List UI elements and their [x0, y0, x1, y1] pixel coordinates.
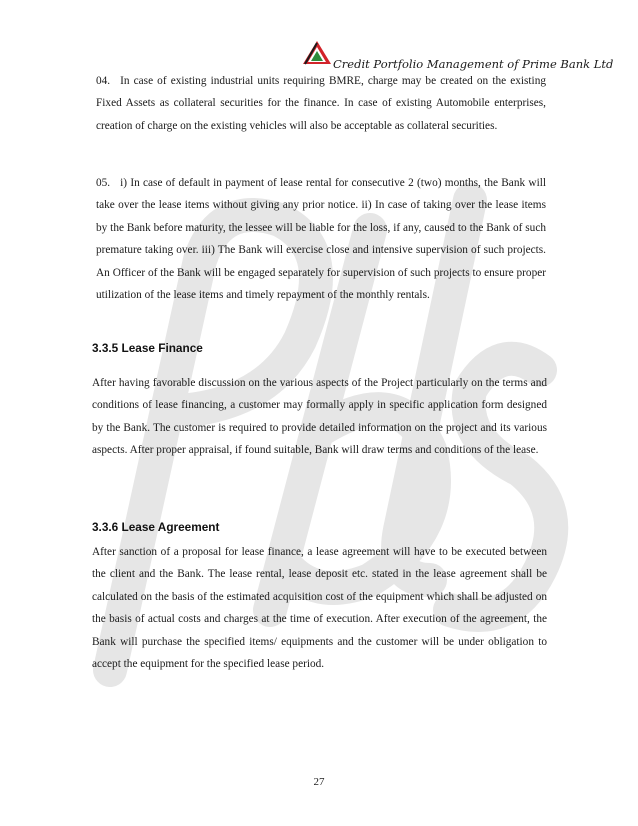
section-text-lease-finance: After having favorable discussion on the various aspects of the Project particularly on the terms and conditions of lease financing, a customer may formally apply in specific application form designed by the Bank. The customer is required to provide detailed information on the project and its various aspects. After proper appraisal, if found suitable, Bank will draw terms and conditions of the lease.: [92, 377, 547, 457]
section-heading-lease-agreement: 3.3.6 Lease Agreement: [92, 520, 220, 534]
section-heading-lease-finance: 3.3.5 Lease Finance: [92, 341, 203, 355]
section-text-lease-agreement: After sanction of a proposal for lease finance, a lease agreement will have to be executed between the client and the Bank. The lease rental, lease deposit etc. stated in the lease agreement shall be calculated on the basis of the estimated acquisition cost of the equipment which shall be adjusted on the basis of actual costs and charges at the time of execution. After execution of the agreement, the Bank will purchase the specified items/ equipments and the customer will be under obligation to accept the equipment for the specified lease period.: [92, 546, 547, 671]
paragraph-text: i) In case of default in payment of lease rental for consecutive 2 (two) months, the Bank will take over the lease items without giving any prior notice. ii) In case of taking over the lease items by the Bank before maturity, the lessee will be liable for the loss, if any, caused to the Bank of such premature taking over. iii) The Bank will exercise close and intensive supervision of such projects. An Officer of the Bank will be engaged separately for supervision of such projects to ensure proper utilization of the lease items and timely repayment of the monthly rentals.: [96, 177, 546, 302]
running-header-title: Credit Portfolio Management of Prime Bank Ltd: [333, 57, 614, 71]
paragraph-number: 05.: [96, 177, 111, 189]
prime-bank-logo-icon: [302, 40, 332, 66]
paragraph-number: 04.: [96, 75, 111, 87]
paragraph-04: [96, 70, 546, 137]
paragraph-05: [96, 172, 546, 306]
page-number: 27: [313, 776, 325, 788]
paragraph-text: In case of existing industrial units requiring BMRE, charge may be created on the existing Fixed Assets as collateral securities for the finance. In case of existing Automobile enterprises, creation of charge on the existing vehicles will also be acceptable as collateral securities.: [96, 75, 546, 132]
